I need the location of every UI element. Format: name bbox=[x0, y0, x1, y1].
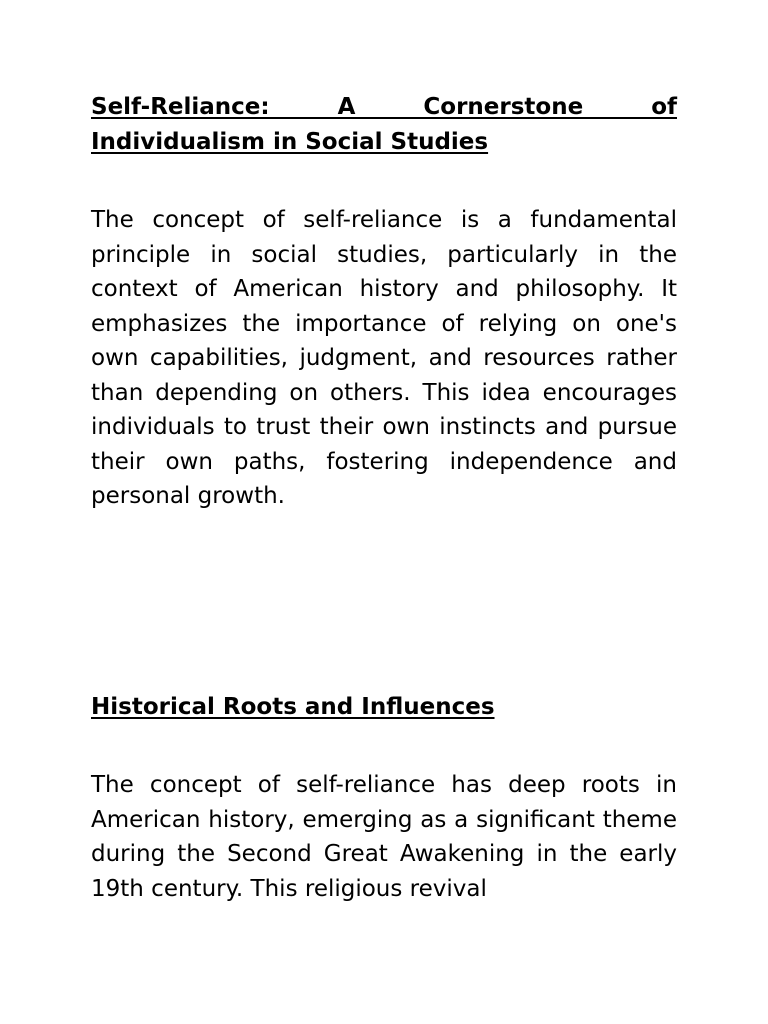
intro-paragraph: The concept of self-reliance is a fundamental principle in social studies, particularly in the context of American history and philosophy. It emphasizes the importance of relying on one's own capabilities, judgment, and resources rather than depending on others. This idea encourages individuals to trust their own instincts and pursue their own paths, fostering independence and personal growth. bbox=[91, 207, 677, 509]
section-heading-historical-roots: Historical Roots and Influences bbox=[91, 693, 495, 720]
document-title: Self-Reliance: A Cornerstone of Individualism in Social Studies bbox=[91, 94, 677, 155]
historical-roots-paragraph: The concept of self-reliance has deep roots in American history, emerging as a significant theme during the Second Great Awakening in the early 19th century. This religious revival bbox=[91, 772, 677, 902]
document-page bbox=[91, 90, 677, 906]
